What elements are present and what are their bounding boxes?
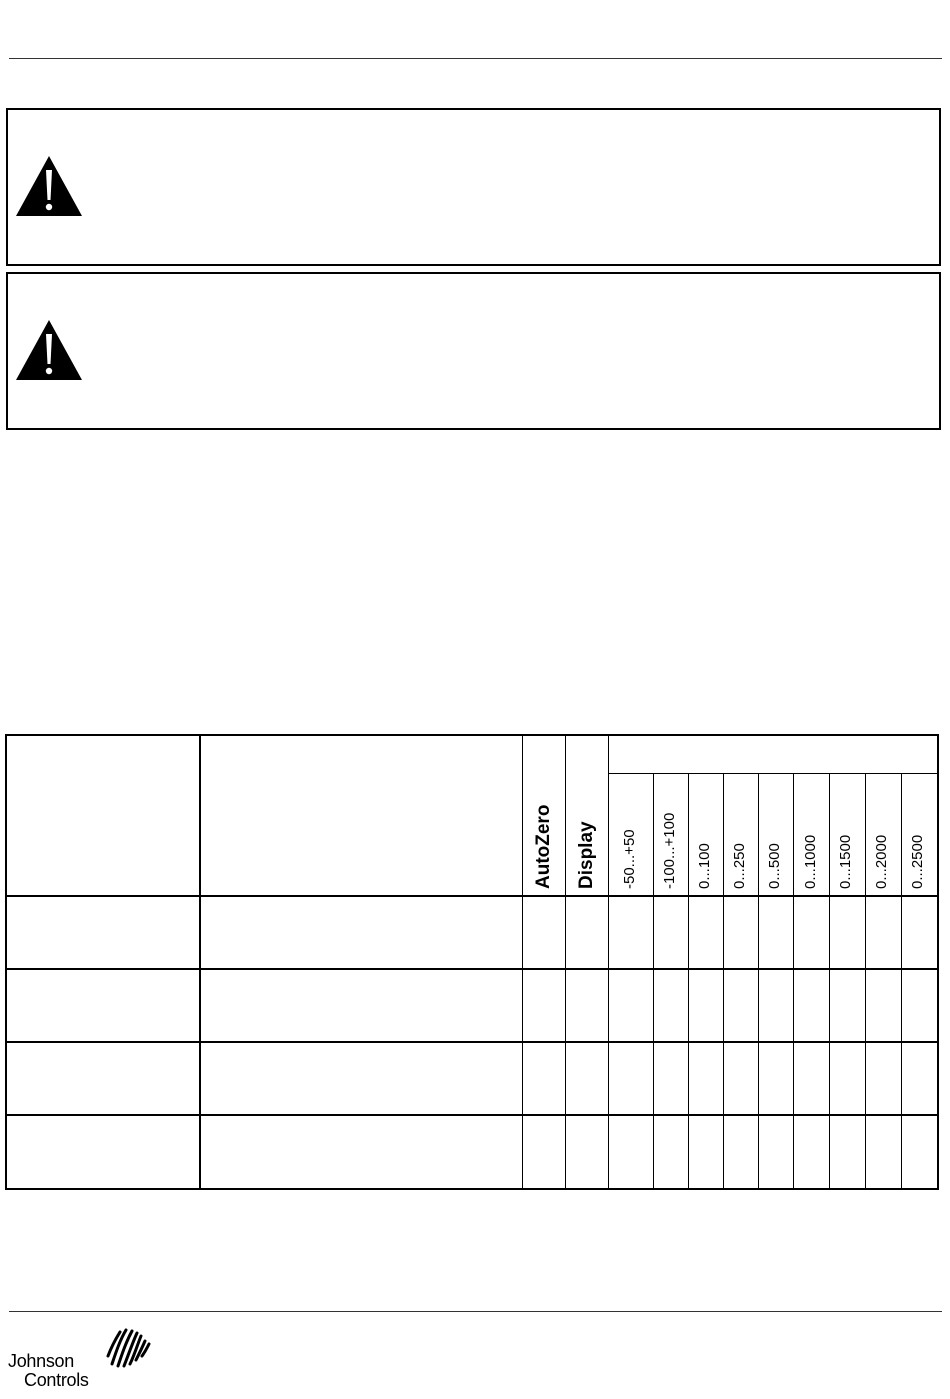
footer-rule	[9, 1311, 942, 1312]
logo-line-1: Johnson	[8, 1351, 74, 1371]
logo-line-2: Controls	[24, 1370, 89, 1390]
warning-box-2	[6, 272, 941, 430]
range-header-cell	[829, 774, 865, 896]
logo-wordmark	[8, 1352, 89, 1390]
display-label: Display	[575, 821, 597, 889]
table-row	[7, 1115, 938, 1188]
range-header-cell	[724, 774, 759, 896]
table-row	[7, 1042, 938, 1115]
header-display-cell	[565, 736, 608, 896]
header-range-group-cell	[608, 736, 937, 774]
table-row	[7, 896, 938, 969]
warning-triangle-icon	[14, 154, 84, 218]
range-label: 0...100	[696, 842, 714, 889]
range-header-cell	[689, 774, 724, 896]
warning-triangle-icon	[14, 318, 84, 382]
range-label: 0...2000	[873, 834, 891, 889]
range-label: -50...+50	[620, 829, 638, 889]
range-header-cell	[654, 774, 689, 896]
autozero-label: AutoZero	[532, 804, 554, 889]
model-spec-table	[6, 735, 938, 1189]
range-header-cell	[794, 774, 829, 896]
range-label: 0...1000	[801, 834, 819, 889]
johnson-controls-logo	[8, 1326, 158, 1396]
header-rule	[9, 58, 942, 59]
logo-globe-icon	[106, 1326, 154, 1370]
range-header-cell	[608, 774, 653, 896]
warning-box-1	[6, 108, 941, 266]
range-header-cell	[901, 774, 937, 896]
table-row	[7, 969, 938, 1042]
header-autozero-cell	[522, 736, 565, 896]
range-label: 0...2500	[909, 834, 927, 889]
header-description-cell	[200, 736, 522, 896]
range-label: -100...+100	[661, 812, 679, 889]
range-label: 0...1500	[837, 834, 855, 889]
range-header-cell	[759, 774, 794, 896]
range-label: 0...500	[766, 842, 784, 889]
header-model-cell	[7, 736, 201, 896]
range-label: 0...250	[731, 842, 749, 889]
range-header-cell	[865, 774, 901, 896]
